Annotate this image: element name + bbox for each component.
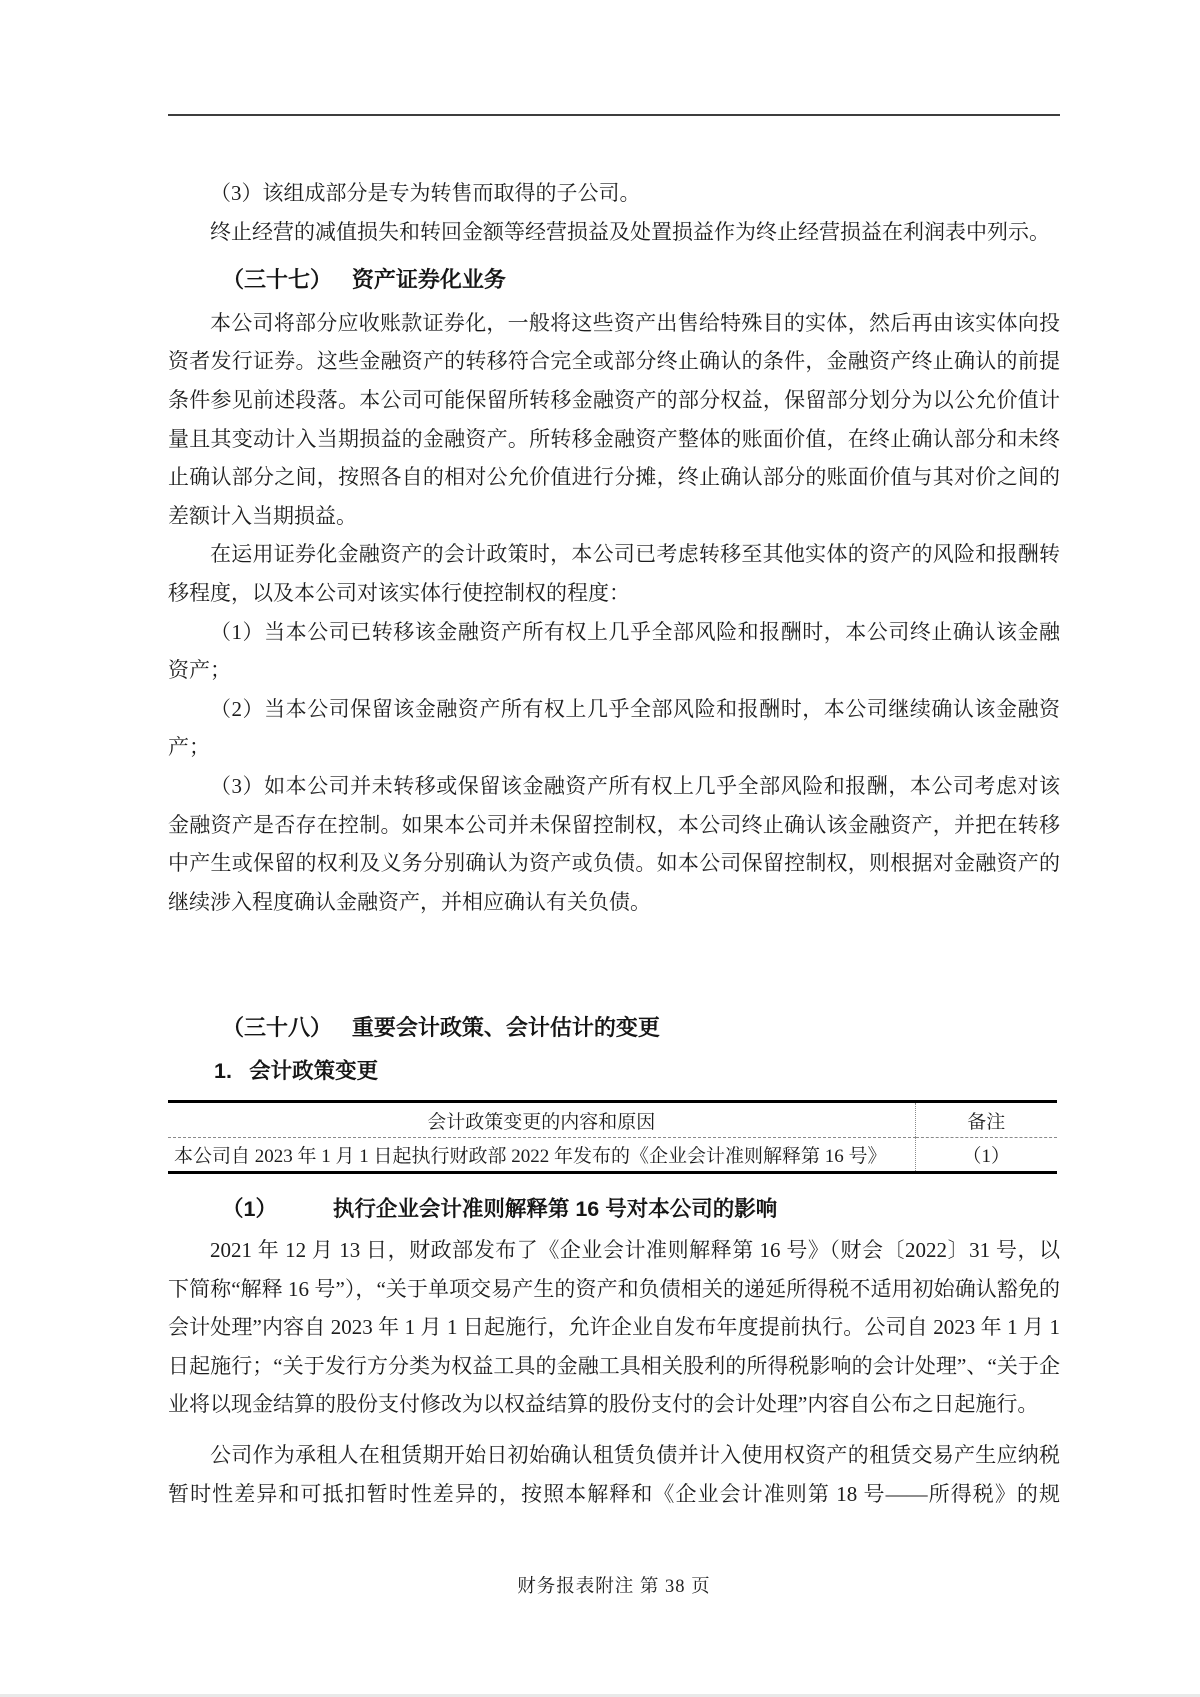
paragraph-securitization-policy: 在运用证券化金融资产的会计政策时，本公司已考虑转移至其他实体的资产的风险和报酬转移程度，以及本公司对该实体行使控制权的程度： bbox=[168, 542, 1060, 605]
item-number: （1） bbox=[222, 1197, 277, 1222]
section-number: （三十七） bbox=[222, 267, 333, 293]
item-heading-interpretation-16 bbox=[222, 1190, 1060, 1229]
subsection-title: 会计政策变更 bbox=[249, 1058, 379, 1083]
paragraph-securitization-overview: 本公司将部分应收账款证券化，一般将这些资产出售给特殊目的实体，然后再由该实体向投资者发行证券。这些金融资产的转移符合完全或部分终止确认的条件，金融资产终止确认的前提条件参见前述段落。本公司可能保留所转移金融资产的部分权益，保留部分划分为以公允价值计量且其变动计入当期损益的金融资产。所转移金融资产整体的账面价值，在终止确认部分和未终止确认部分之间，按照各自的相对公允价值进行分摊，终止确认部分的账面价值与其对价之间的差额计入当期损益。 bbox=[168, 310, 1060, 528]
table-cell-content: 本公司自 2023 年 1 月 1 日起执行财政部 2022 年发布的《企业会计准则解释第 16 号》 bbox=[174, 1146, 887, 1168]
paragraph-discontinued-operations: 终止经营的减值损失和转回金额等经营损益及处置损益作为终止经营损益在利润表中列示。 bbox=[210, 219, 1050, 244]
section-heading-38 bbox=[222, 1009, 1060, 1048]
subsection-heading-policy-change bbox=[214, 1052, 1060, 1091]
page-footer: 财务报表附注 第 38 页 bbox=[517, 1577, 711, 1597]
paragraph-condition-1: （1）当本公司已转移该金融资产所有权上几乎全部风险和报酬时，本公司终止确认该金融资产； bbox=[168, 619, 1060, 683]
item-title: 执行企业会计准则解释第 16 号对本公司的影响 bbox=[332, 1197, 778, 1222]
paragraph-condition-2: （2）当本公司保留该金融资产所有权上几乎全部风险和报酬时，本公司继续确认该金融资产； bbox=[168, 696, 1060, 760]
paragraph-component-resale: （3）该组成部分是专为转售而取得的子公司。 bbox=[210, 181, 641, 205]
policy-change-table bbox=[168, 1100, 1057, 1174]
paragraph-lease-deferred-tax: 公司作为承租人在租赁期开始日初始确认租赁负债并计入使用权资产的租赁交易产生应纳税暂时性差异和可抵扣暂时性差异的，按照本解释和《企业会计准则第 18 号——所得税》的规 bbox=[168, 1443, 1060, 1506]
table-row bbox=[168, 1138, 1057, 1173]
subsection-number: 1. bbox=[214, 1058, 232, 1083]
page-header-rule bbox=[168, 114, 1060, 116]
table-header-row bbox=[168, 1102, 1057, 1138]
paragraph-interpretation-16-issuance: 2021 年 12 月 13 日，财政部发布了《企业会计准则解释第 16 号》（财会〔2022〕31 号，以下简称“解释 16 号”），“关于单项交易产生的资产和负债相关的递延所得税不适用初始确认豁免的会计处理”内容自 2023 年 1 月 1 日起施行，允许企业自发布年度提前执行。公司自 2023 年 1 月 1 日起施行；“关于发行方分类为权益工具的金融工具相关股利的所得税影响的会计处理”、“关于企业将以现金结算的股份支付修改为以权益结算的股份支付的会计处理”内容自公布之日起施行。 bbox=[168, 1238, 1060, 1417]
table-header-note: 备注 bbox=[915, 1102, 1057, 1138]
section-number: （三十八） bbox=[222, 1015, 333, 1041]
section-title: 重要会计政策、会计估计的变更 bbox=[351, 1015, 660, 1041]
table-cell-note: （1） bbox=[915, 1138, 1057, 1173]
section-heading-37 bbox=[222, 261, 1060, 300]
page-content bbox=[168, 174, 1060, 1513]
table-header-content: 会计政策变更的内容和原因 bbox=[168, 1102, 915, 1138]
section-title: 资产证券化业务 bbox=[351, 267, 506, 293]
paragraph-condition-3: （3）如本公司并未转移或保留该金融资产所有权上几乎全部风险和报酬，本公司考虑对该金融资产是否存在控制。如果本公司并未保留控制权，本公司终止确认该金融资产，并把在转移中产生或保留的权利及义务分别确认为资产或负债。如本公司保留控制权，则根据对金融资产的继续涉入程度确认金融资产，并相应确认有关负债。 bbox=[168, 773, 1060, 914]
